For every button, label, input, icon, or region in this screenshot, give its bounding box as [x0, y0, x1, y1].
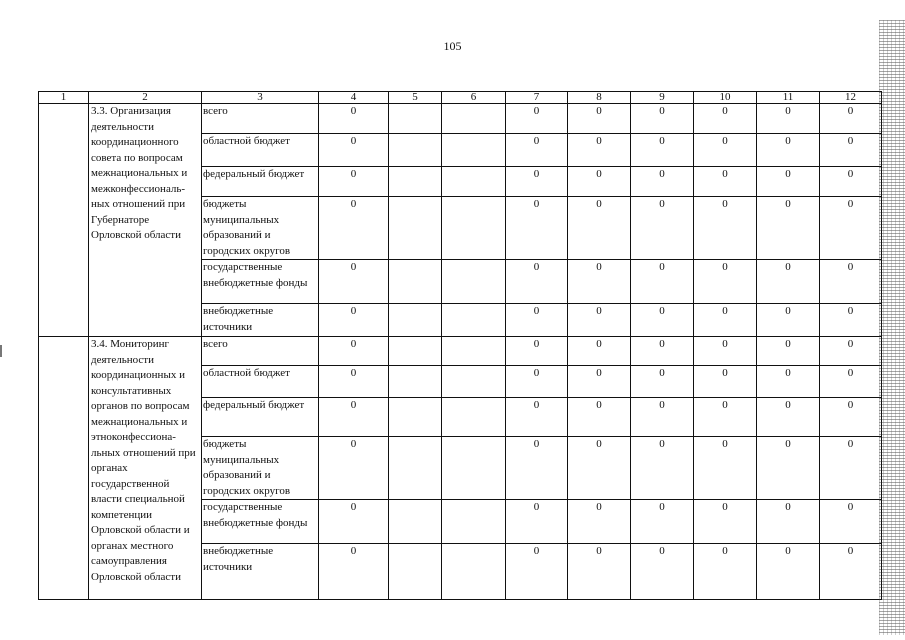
value-cell: [389, 197, 442, 260]
value-cell: 0: [694, 500, 757, 544]
value-cell: [389, 104, 442, 134]
value-cell: 0: [568, 197, 631, 260]
value-cell: 0: [820, 544, 882, 600]
column-header: 12: [820, 92, 882, 104]
column-header: 6: [442, 92, 506, 104]
value-cell: 0: [631, 500, 694, 544]
value-cell: 0: [820, 337, 882, 366]
funding-source-cell: государственные внебюджетные фонды: [202, 260, 319, 304]
header-row: [39, 92, 882, 104]
funding-source-cell: бюджеты муниципальных образований и городских округов: [202, 197, 319, 260]
value-cell: 0: [631, 197, 694, 260]
value-cell: [442, 337, 506, 366]
column-header: 3: [202, 92, 319, 104]
value-cell: 0: [319, 134, 389, 167]
value-cell: 0: [694, 167, 757, 197]
value-cell: 0: [319, 304, 389, 337]
value-cell: [442, 500, 506, 544]
value-cell: 0: [694, 197, 757, 260]
value-cell: 0: [568, 437, 631, 500]
value-cell: 0: [757, 337, 820, 366]
value-cell: 0: [757, 260, 820, 304]
value-cell: [442, 134, 506, 167]
value-cell: [389, 304, 442, 337]
value-cell: 0: [506, 437, 568, 500]
value-cell: [442, 260, 506, 304]
value-cell: 0: [694, 304, 757, 337]
value-cell: 0: [757, 134, 820, 167]
value-cell: 0: [757, 366, 820, 398]
value-cell: 0: [757, 437, 820, 500]
funding-source-cell: всего: [202, 104, 319, 134]
value-cell: 0: [506, 544, 568, 600]
value-cell: 0: [631, 260, 694, 304]
column-header: 2: [89, 92, 202, 104]
value-cell: 0: [631, 304, 694, 337]
value-cell: 0: [694, 398, 757, 437]
value-cell: 0: [568, 398, 631, 437]
value-cell: 0: [506, 398, 568, 437]
value-cell: [442, 167, 506, 197]
value-cell: 0: [694, 437, 757, 500]
value-cell: 0: [319, 366, 389, 398]
value-cell: [389, 398, 442, 437]
column-header: 8: [568, 92, 631, 104]
value-cell: 0: [757, 167, 820, 197]
value-cell: 0: [506, 366, 568, 398]
funding-source-cell: внебюджетные источники: [202, 544, 319, 600]
value-cell: [442, 366, 506, 398]
funding-source-cell: всего: [202, 337, 319, 366]
value-cell: 0: [631, 134, 694, 167]
value-cell: [442, 544, 506, 600]
value-cell: 0: [506, 500, 568, 544]
value-cell: 0: [319, 260, 389, 304]
value-cell: 0: [757, 104, 820, 134]
value-cell: [389, 167, 442, 197]
value-cell: 0: [694, 134, 757, 167]
value-cell: 0: [694, 544, 757, 600]
value-cell: 0: [506, 167, 568, 197]
value-cell: 0: [319, 500, 389, 544]
value-cell: [389, 260, 442, 304]
value-cell: 0: [631, 398, 694, 437]
value-cell: [442, 104, 506, 134]
value-cell: 0: [757, 544, 820, 600]
funding-source-cell: областной бюджет: [202, 134, 319, 167]
value-cell: [442, 197, 506, 260]
value-cell: [389, 366, 442, 398]
value-cell: 0: [506, 304, 568, 337]
column-header: 9: [631, 92, 694, 104]
value-cell: 0: [506, 197, 568, 260]
value-cell: 0: [506, 260, 568, 304]
funding-source-cell: федеральный бюджет: [202, 398, 319, 437]
value-cell: 0: [694, 260, 757, 304]
value-cell: 0: [568, 104, 631, 134]
value-cell: 0: [757, 304, 820, 337]
value-cell: 0: [694, 337, 757, 366]
value-cell: 0: [631, 167, 694, 197]
scan-edge-noise: [879, 20, 905, 635]
value-cell: 0: [568, 304, 631, 337]
value-cell: [389, 544, 442, 600]
value-cell: [389, 337, 442, 366]
table-row: [39, 104, 882, 134]
value-cell: 0: [506, 337, 568, 366]
funding-source-cell: бюджеты муниципальных образований и городских округов: [202, 437, 319, 500]
value-cell: 0: [319, 398, 389, 437]
value-cell: 0: [319, 544, 389, 600]
value-cell: 0: [820, 398, 882, 437]
column-header: 11: [757, 92, 820, 104]
value-cell: 0: [568, 366, 631, 398]
value-cell: 0: [820, 167, 882, 197]
margin-mark: [0, 345, 2, 357]
column-header: 5: [389, 92, 442, 104]
value-cell: 0: [319, 167, 389, 197]
value-cell: [389, 437, 442, 500]
value-cell: 0: [694, 366, 757, 398]
value-cell: 0: [319, 437, 389, 500]
value-cell: 0: [319, 337, 389, 366]
budget-table: [38, 91, 882, 600]
table-row: [39, 337, 882, 366]
table-body: [39, 92, 882, 600]
value-cell: [442, 398, 506, 437]
value-cell: 0: [820, 437, 882, 500]
value-cell: 0: [820, 134, 882, 167]
value-cell: [442, 437, 506, 500]
value-cell: 0: [820, 366, 882, 398]
value-cell: [442, 304, 506, 337]
value-cell: 0: [568, 134, 631, 167]
value-cell: 0: [568, 544, 631, 600]
value-cell: 0: [319, 197, 389, 260]
funding-source-cell: областной бюджет: [202, 366, 319, 398]
value-cell: [389, 500, 442, 544]
row-number-cell: [39, 337, 89, 600]
value-cell: 0: [694, 104, 757, 134]
value-cell: 0: [631, 337, 694, 366]
value-cell: 0: [506, 104, 568, 134]
value-cell: 0: [820, 197, 882, 260]
value-cell: 0: [568, 500, 631, 544]
page-number: 105: [443, 39, 462, 53]
measure-name-cell: 3.4. Мониторинг деятельности координационных и консультативных органов по вопросам межнациональных и этноконфессиона-льных отношений при органах государственной власти специальной компетенции Орловской области и органах местного самоуправления Орловской области: [89, 337, 202, 600]
value-cell: 0: [757, 398, 820, 437]
value-cell: 0: [568, 167, 631, 197]
column-header: 4: [319, 92, 389, 104]
column-header: 7: [506, 92, 568, 104]
measure-name-cell: 3.3. Организация деятельности координационного совета по вопросам межнациональных и межконфессиональ-ных отношений при Губернаторе Орловской области: [89, 104, 202, 337]
value-cell: 0: [631, 366, 694, 398]
value-cell: 0: [820, 260, 882, 304]
value-cell: 0: [757, 197, 820, 260]
funding-source-cell: внебюджетные источники: [202, 304, 319, 337]
value-cell: 0: [506, 134, 568, 167]
column-header: 1: [39, 92, 89, 104]
value-cell: 0: [319, 104, 389, 134]
value-cell: 0: [568, 337, 631, 366]
column-header: 10: [694, 92, 757, 104]
value-cell: 0: [757, 500, 820, 544]
value-cell: 0: [631, 437, 694, 500]
value-cell: 0: [820, 104, 882, 134]
value-cell: 0: [631, 104, 694, 134]
funding-source-cell: государственные внебюджетные фонды: [202, 500, 319, 544]
value-cell: 0: [820, 304, 882, 337]
value-cell: 0: [631, 544, 694, 600]
value-cell: [389, 134, 442, 167]
funding-source-cell: федеральный бюджет: [202, 167, 319, 197]
value-cell: 0: [568, 260, 631, 304]
row-number-cell: [39, 104, 89, 337]
value-cell: 0: [820, 500, 882, 544]
